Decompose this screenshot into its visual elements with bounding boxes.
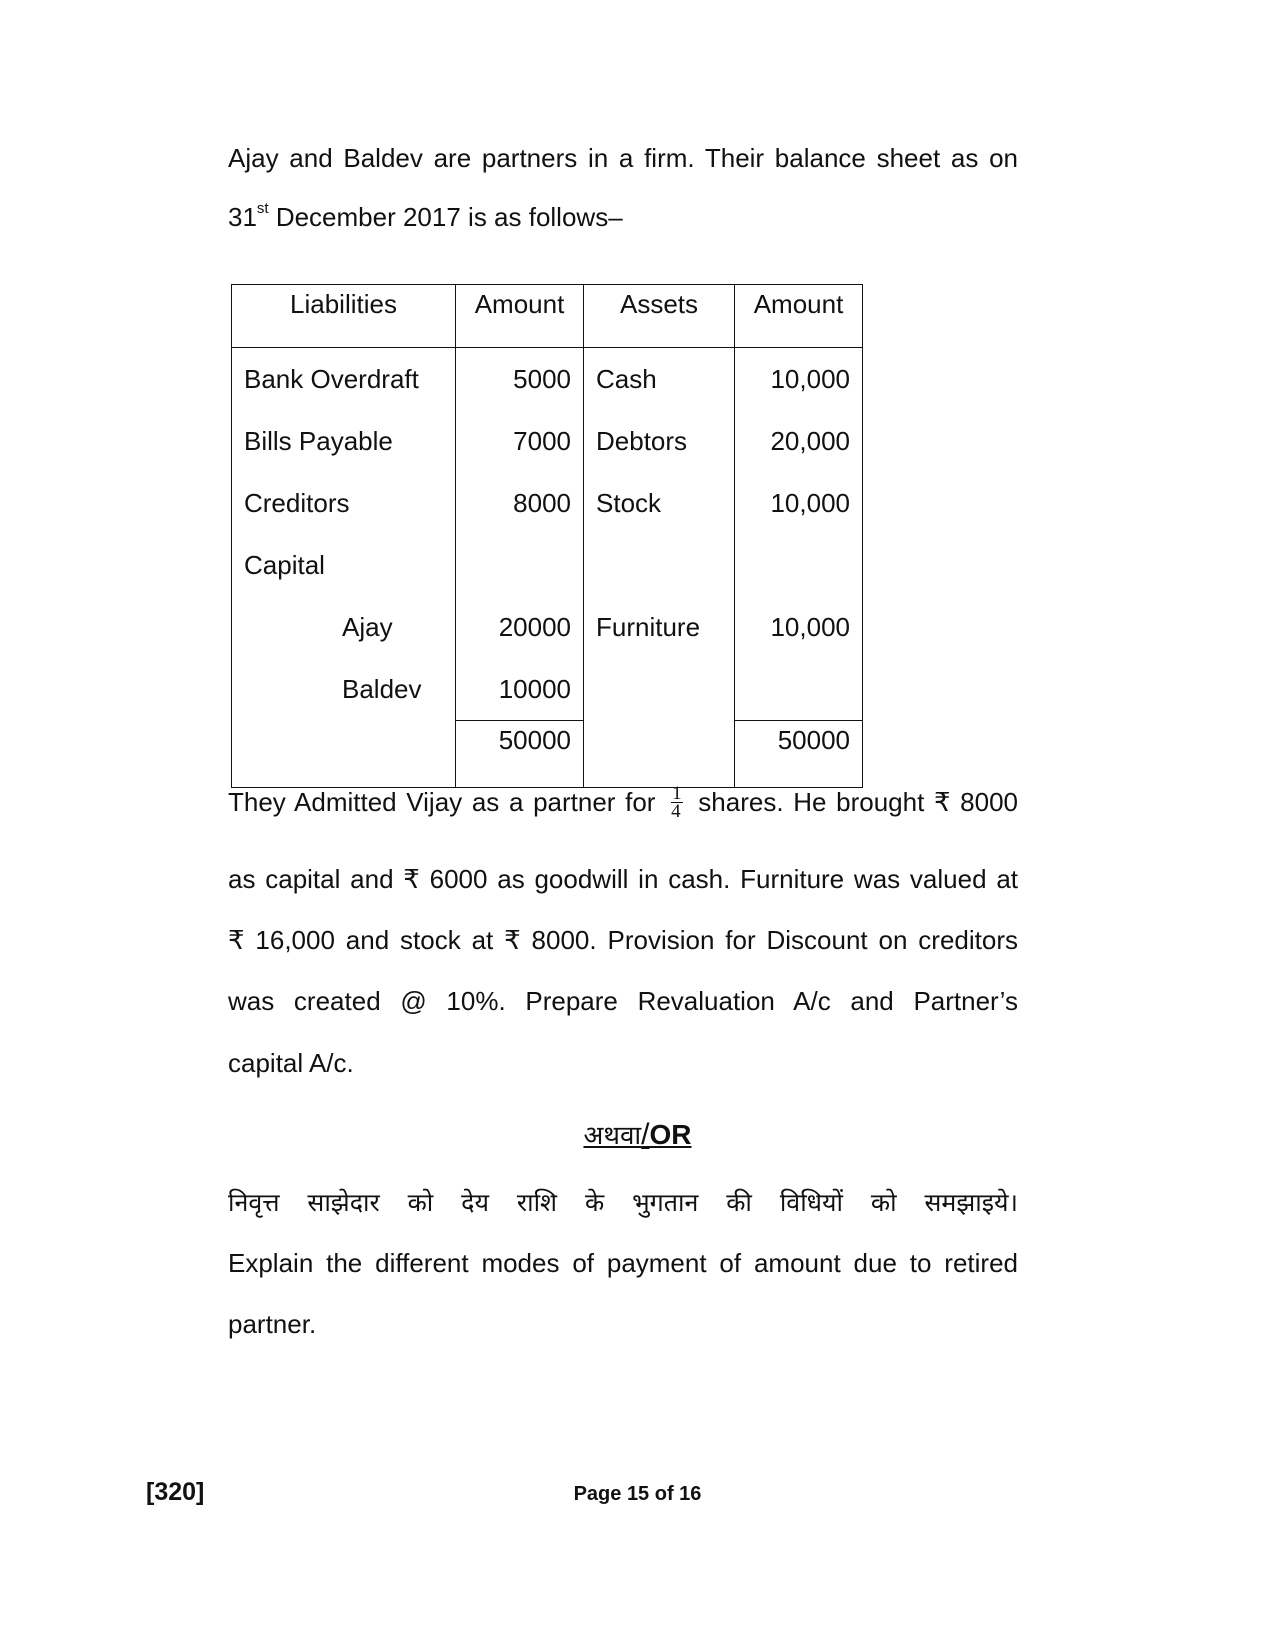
- header-liability-amount: Amount: [456, 285, 584, 348]
- total-assets: 50000: [735, 721, 863, 788]
- asset-name: Cash: [584, 348, 735, 411]
- asset-amount: 20,000: [735, 410, 863, 472]
- fraction-numerator: 1: [672, 782, 682, 804]
- intro-line-1: Ajay and Baldev are partners in a firm. Their balance sheet as on: [228, 143, 1018, 173]
- fraction-denominator: 4: [671, 800, 681, 822]
- asset-amount: 10,000: [735, 472, 863, 534]
- page-number: Page 15 of 16: [573, 1483, 702, 1505]
- liability-amount: 8000: [456, 472, 584, 534]
- liability-name: Ajay: [232, 596, 456, 658]
- question-line-4: was created @ 10%. Prepare Revaluation A/c and Partner’s: [228, 986, 1018, 1016]
- header-liabilities: Liabilities: [232, 285, 456, 348]
- or-heading-slash: /: [641, 1118, 650, 1151]
- intro-line-2: [228, 200, 1018, 234]
- or-heading-english: OR: [649, 1119, 692, 1150]
- header-assets: Assets: [584, 285, 735, 348]
- or-heading-hindi: अथवा: [583, 1121, 642, 1151]
- question-line-5: capital A/c.: [228, 1048, 354, 1078]
- fraction: [671, 782, 683, 822]
- or-heading: [0, 1118, 1275, 1153]
- table-row: [232, 348, 863, 411]
- alt-question-english-1: Explain the different modes of payment of amount due to retired: [228, 1248, 1018, 1278]
- asset-amount: [735, 658, 863, 721]
- asset-name: Furniture: [584, 596, 735, 658]
- balance-sheet-table: [231, 284, 863, 788]
- asset-name: [584, 658, 735, 721]
- total-liabilities: 50000: [456, 721, 584, 788]
- asset-name: Debtors: [584, 410, 735, 472]
- intro-line-2-rest: December 2017 is as follows–: [268, 202, 623, 232]
- date-suffix: st: [256, 200, 269, 218]
- asset-name: Stock: [584, 472, 735, 534]
- question-line-2: as capital and ₹ 6000 as goodwill in cash. Furniture was valued at: [228, 864, 1018, 894]
- liability-name: Baldev: [232, 658, 456, 721]
- total-blank-cell: [584, 721, 735, 788]
- table-total-row: [232, 721, 863, 788]
- question-line-1: [228, 783, 1018, 822]
- date-day: 31: [228, 202, 257, 232]
- header-asset-amount: Amount: [735, 285, 863, 348]
- question-text-a: They Admitted Vijay as a partner for: [228, 787, 656, 817]
- alt-question-hindi: निवृत्त साझेदार को देय राशि के भुगतान की विधियों को समझाइये।: [228, 1188, 1018, 1217]
- liability-name: Bank Overdraft: [232, 348, 456, 411]
- liability-name: Bills Payable: [232, 410, 456, 472]
- liability-amount: 20000: [456, 596, 584, 658]
- asset-amount: 10,000: [735, 596, 863, 658]
- total-blank-cell: [232, 721, 456, 788]
- table-row: [232, 410, 863, 472]
- liability-amount: 5000: [456, 348, 584, 411]
- asset-amount: 10,000: [735, 348, 863, 411]
- liability-name: Creditors: [232, 472, 456, 534]
- question-text-b: shares. He brought ₹ 8000: [698, 787, 1018, 817]
- table-row: [232, 596, 863, 658]
- asset-name: [584, 534, 735, 596]
- liability-amount: [456, 534, 584, 596]
- alt-question-english-2: partner.: [228, 1309, 317, 1339]
- table-row: [232, 472, 863, 534]
- paper-code: [320]: [146, 1478, 205, 1506]
- question-line-3: ₹ 16,000 and stock at ₹ 8000. Provision for Discount on creditors: [228, 925, 1018, 955]
- table-row: [232, 658, 863, 721]
- asset-amount: [735, 534, 863, 596]
- liability-amount: 7000: [456, 410, 584, 472]
- liability-name: Capital: [232, 534, 456, 596]
- table-header-row: [232, 285, 863, 348]
- liability-amount: 10000: [456, 658, 584, 721]
- table-row: [232, 534, 863, 596]
